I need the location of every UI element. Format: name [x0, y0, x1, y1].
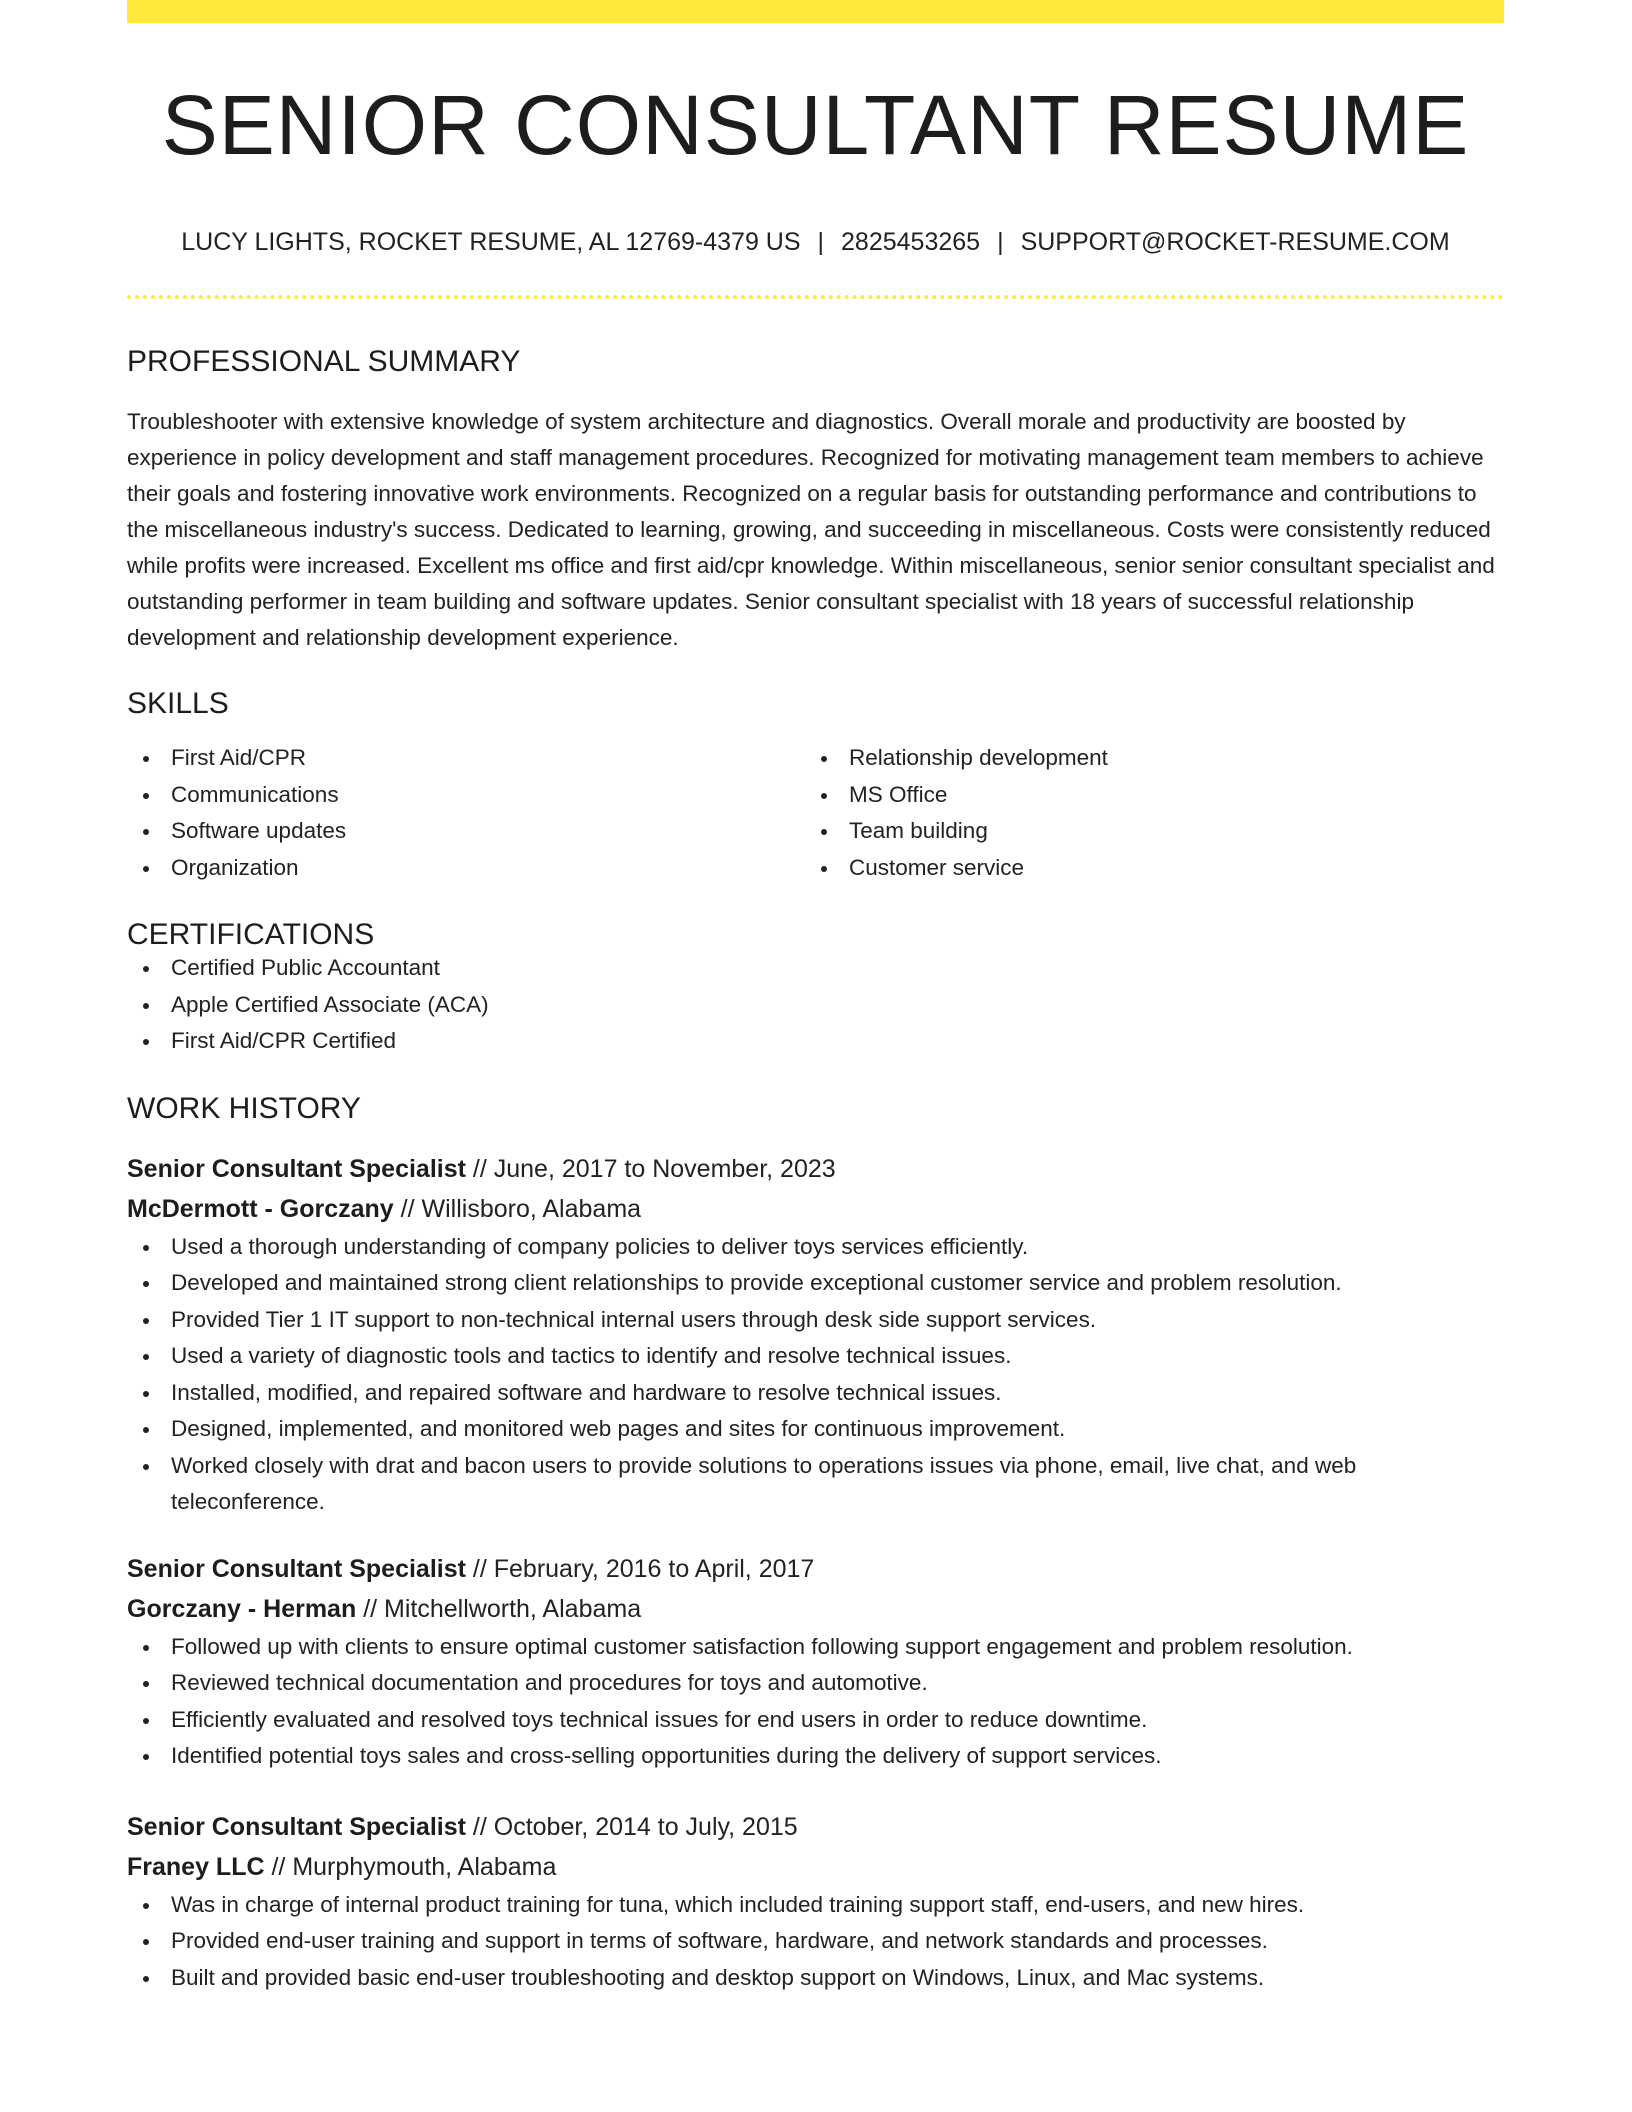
- job-duty: Reviewed technical documentation and procedures for toys and automotive.: [127, 1665, 1504, 1702]
- job-company: Gorczany - Herman: [127, 1594, 357, 1623]
- contact-line: [127, 230, 1504, 255]
- job-location: Murphymouth, Alabama: [292, 1852, 557, 1881]
- job-location: Willisboro, Alabama: [421, 1194, 642, 1223]
- top-accent-bar: [127, 0, 1504, 23]
- work-history-heading: WORK HISTORY: [127, 1091, 361, 1125]
- job-dates: June, 2017 to November, 2023: [493, 1154, 836, 1183]
- skill-item: MS Office: [805, 777, 1483, 814]
- skills-heading: SKILLS: [127, 687, 229, 720]
- contact-separator: |: [817, 228, 825, 256]
- job-duty: Followed up with clients to ensure optimal customer satisfaction following support engagement and problem resolution.: [127, 1629, 1504, 1666]
- job-company: McDermott - Gorczany: [127, 1194, 394, 1223]
- skill-item: Team building: [805, 813, 1483, 850]
- job-duty: Used a thorough understanding of company policies to deliver toys services efficiently.: [127, 1229, 1504, 1266]
- skill-item: Customer service: [805, 850, 1483, 887]
- certification-item: Apple Certified Associate (ACA): [127, 987, 1504, 1024]
- job-duties-list: [127, 1629, 1504, 1775]
- job-separator: //: [465, 1154, 494, 1183]
- job-duty: Provided Tier 1 IT support to non-technical internal users through desk side support services.: [127, 1302, 1504, 1339]
- job-company-line: [127, 1589, 1504, 1629]
- job-entry: [127, 1549, 1504, 1775]
- job-separator: //: [465, 1554, 494, 1583]
- job-dates: February, 2016 to April, 2017: [493, 1554, 815, 1583]
- resume-title: SENIOR CONSULTANT RESUME: [161, 78, 1470, 172]
- job-separator: //: [356, 1594, 385, 1623]
- certification-item: First Aid/CPR Certified: [127, 1023, 1504, 1060]
- job-title: Senior Consultant Specialist: [127, 1554, 466, 1583]
- skill-item: Software updates: [127, 813, 805, 850]
- resume-page: [127, 0, 1504, 1996]
- job-duty: Used a variety of diagnostic tools and tactics to identify and resolve technical issues.: [127, 1338, 1504, 1375]
- skills-grid: [127, 740, 1504, 886]
- job-duty: Installed, modified, and repaired software and hardware to resolve technical issues.: [127, 1375, 1504, 1412]
- job-title-line: [127, 1149, 1504, 1189]
- job-separator: //: [393, 1194, 422, 1223]
- certification-item: Certified Public Accountant: [127, 950, 1504, 987]
- job-title-line: [127, 1807, 1504, 1847]
- skill-item: First Aid/CPR: [127, 740, 805, 777]
- job-separator: //: [264, 1852, 293, 1881]
- job-duty: Efficiently evaluated and resolved toys technical issues for end users in order to reduce downtime.: [127, 1702, 1504, 1739]
- summary-text: Troubleshooter with extensive knowledge of system architecture and diagnostics. Overall morale and productivity are boosted by experience in policy development and staff management procedures. Recognized for motivating management team members to achieve their goals and fostering innovative work environments. Recognized on a regular basis for outstanding performance and contributions to the miscellaneous industry's success. Dedicated to learning, growing, and succeeding in miscellaneous. Costs were consistently reduced while profits were increased. Excellent ms office and first aid/cpr knowledge. Within miscellaneous, senior senior consultant specialist and outstanding performer in team building and software updates. Senior consultant specialist with 18 years of successful relationship development and relationship development experience.: [127, 409, 1495, 650]
- job-title-line: [127, 1549, 1504, 1589]
- job-company-line: [127, 1847, 1504, 1887]
- job-separator: //: [465, 1812, 494, 1841]
- skill-item: Relationship development: [805, 740, 1483, 777]
- job-duty: Designed, implemented, and monitored web pages and sites for continuous improvement.: [127, 1411, 1504, 1448]
- contact-phone: 2825453265: [841, 228, 981, 256]
- certifications-list: [127, 950, 1504, 1060]
- job-title: Senior Consultant Specialist: [127, 1812, 466, 1841]
- skills-column-left: [127, 740, 805, 886]
- contact-address: LUCY LIGHTS, ROCKET RESUME, AL 12769-4379 US: [181, 228, 801, 256]
- job-company: Franey LLC: [127, 1852, 265, 1881]
- job-entry: [127, 1807, 1504, 1997]
- job-duty: Provided end-user training and support in terms of software, hardware, and network standards and processes.: [127, 1923, 1504, 1960]
- job-duties-list: [127, 1229, 1504, 1521]
- job-dates: October, 2014 to July, 2015: [493, 1812, 798, 1841]
- job-duty: Worked closely with drat and bacon users to provide solutions to operations issues via phone, email, live chat, and web teleconference.: [127, 1448, 1504, 1521]
- job-company-line: [127, 1189, 1504, 1229]
- dotted-divider: [127, 295, 1504, 299]
- job-duties-list: [127, 1887, 1504, 1997]
- contact-email: SUPPORT@ROCKET-RESUME.COM: [1020, 228, 1450, 256]
- job-duty: Developed and maintained strong client relationships to provide exceptional customer service and problem resolution.: [127, 1265, 1504, 1302]
- job-location: Mitchellworth, Alabama: [384, 1594, 642, 1623]
- skills-column-right: [805, 740, 1483, 886]
- job-duty: Identified potential toys sales and cross-selling opportunities during the delivery of support services.: [127, 1738, 1504, 1775]
- job-duty: Was in charge of internal product training for tuna, which included training support staff, end-users, and new hires.: [127, 1887, 1504, 1924]
- skill-item: Organization: [127, 850, 805, 887]
- certifications-heading: CERTIFICATIONS: [127, 918, 375, 951]
- contact-separator: |: [997, 228, 1004, 256]
- job-duty: Built and provided basic end-user troubleshooting and desktop support on Windows, Linux, and Mac systems.: [127, 1960, 1504, 1997]
- summary-heading: PROFESSIONAL SUMMARY: [127, 345, 521, 378]
- skill-item: Communications: [127, 777, 805, 814]
- job-entry: [127, 1149, 1504, 1521]
- job-title: Senior Consultant Specialist: [127, 1154, 466, 1183]
